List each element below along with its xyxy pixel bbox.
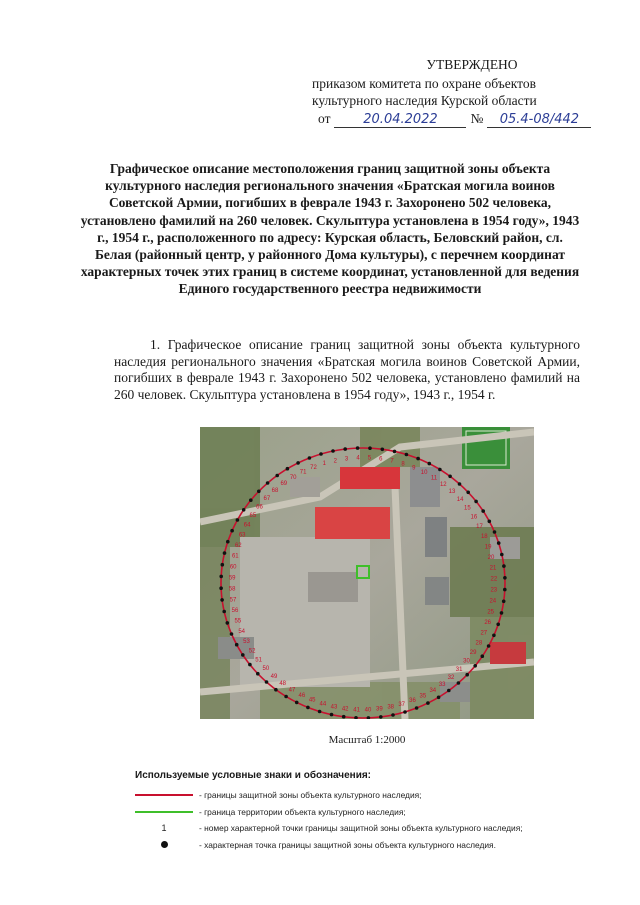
boundary-point-number: 1 (322, 461, 326, 468)
boundary-point-number: 33 (438, 681, 446, 688)
map-canvas (200, 427, 534, 719)
boundary-point (502, 600, 506, 604)
paragraph-text: 1. Графическое описание границ защитной зоны объекта культурного наследия регионального значения «Братская могила воинов Советской Армии, погибших в феврале 1943 г. Захоронено 502 человека, установлено фамилий на 260 человек. Скульптура установлена в 1954 году», 1943 г., 1954 г. (114, 337, 580, 402)
boundary-point (502, 564, 506, 568)
boundary-point-number: 20 (487, 554, 495, 561)
boundary-point-number: 45 (308, 697, 316, 704)
boundary-point-number: 23 (490, 587, 498, 594)
boundary-point (415, 706, 419, 710)
boundary-point (284, 695, 288, 699)
legend-label: - границы защитной зоны объекта культурного наследия; (199, 790, 422, 801)
boundary-point-number: 39 (376, 706, 383, 713)
approval-date-line (318, 110, 612, 128)
boundary-point (296, 461, 300, 465)
boundary-point-number: 29 (469, 649, 477, 656)
point-number-symbol: 1 (161, 823, 167, 834)
boundary-point-number: 53 (243, 639, 250, 646)
boundary-point (265, 680, 269, 684)
boundary-point (219, 575, 223, 579)
boundary-point (438, 468, 442, 472)
boundary-point (487, 644, 491, 648)
boundary-point-number: 50 (262, 666, 270, 673)
boundary-point-number: 62 (234, 543, 242, 549)
boundary-point (286, 467, 290, 471)
point-dot-icon (161, 841, 168, 848)
boundary-point-number: 10 (420, 470, 428, 477)
legend-row-green-line (135, 804, 595, 821)
legend-row-dot (135, 837, 595, 854)
boundary-point (356, 446, 360, 450)
boundary-point-number: 60 (229, 564, 237, 571)
document-title: Графическое описание местоположения границ защитной зоны объекта культурного наследия регионального значения «Братская могила воинов Советской Армии, погибших в феврале 1943 г. Захоронено 502 человека, установлено фамилий на 260 человек. Скульптура установлена в 1954 году», 1943 г., 1954 г., расположенного по адресу: Курская область, Беловский район, сл. Белая (районный центр, у районного Дома культуры), с перечнем координат характерных точек этих границ в системе координат, установленной для ведения Единого государственного реестра недвижимости (80, 161, 580, 297)
boundary-point-number: 48 (279, 681, 287, 687)
boundary-point-number: 2 (333, 458, 337, 465)
boundary-point-number: 63 (238, 532, 246, 539)
handwritten-number: 05.4-08/442 (487, 112, 591, 128)
boundary-point-number: 25 (487, 609, 495, 616)
boundary-point (503, 576, 507, 580)
boundary-point-number: 55 (234, 618, 242, 625)
boundary-point (222, 610, 226, 614)
central-square (240, 537, 370, 687)
boundary-point-number: 46 (298, 692, 306, 699)
boundary-point (256, 672, 260, 676)
boundary-point (379, 715, 383, 719)
boundary-point (319, 452, 323, 456)
boundary-point (236, 518, 240, 522)
boundary-point (493, 530, 497, 534)
map-scale: Масштаб 1:2000 (328, 734, 406, 746)
boundary-point-number: 12 (439, 482, 447, 488)
boundary-point (230, 529, 234, 533)
boundary-point (488, 520, 492, 524)
boundary-point (500, 611, 504, 615)
boundary-point (275, 474, 279, 478)
boundary-point-number: 28 (475, 640, 483, 647)
boundary-point (458, 482, 462, 486)
boundary-point-number: 21 (489, 565, 497, 572)
boundary-point (428, 462, 432, 466)
red-roof-building-3 (490, 642, 526, 664)
boundary-point-number: 58 (228, 586, 236, 593)
boundary-point (437, 696, 441, 700)
boundary-point (330, 713, 334, 717)
boundary-point (500, 553, 504, 557)
boundary-point-number: 7 (390, 458, 394, 465)
boundary-point (496, 623, 500, 627)
boundary-point-number: 14 (456, 496, 464, 503)
boundary-point (497, 541, 501, 545)
boundary-point-number: 43 (330, 704, 338, 711)
description-paragraph (114, 337, 580, 403)
boundary-point (393, 450, 397, 454)
boundary-point (266, 481, 270, 485)
green-line-icon (135, 811, 193, 813)
boundary-point (219, 586, 223, 590)
boundary-point (381, 448, 385, 452)
boundary-point-number: 4 (356, 455, 360, 462)
boundary-point-number: 42 (341, 706, 349, 713)
boundary-point-number: 57 (229, 597, 237, 604)
boundary-point-number: 69 (280, 481, 288, 488)
boundary-point (457, 681, 461, 685)
boundary-point (274, 688, 278, 692)
boundary-point (318, 710, 322, 714)
boundary-point (403, 710, 407, 714)
boundary-point (426, 701, 430, 705)
boundary-point-number: 65 (249, 513, 257, 520)
number-prefix: № (470, 111, 484, 126)
approval-line-1: приказом комитета по охране объектов (312, 76, 536, 91)
boundary-point-number: 27 (480, 630, 488, 637)
boundary-point-number: 22 (490, 576, 498, 583)
boundary-point (242, 508, 246, 512)
boundary-point-number: 36 (409, 698, 416, 705)
boundary-point (342, 715, 346, 719)
boundary-point-number: 51 (255, 657, 262, 664)
boundary-point (492, 634, 496, 638)
legend (135, 770, 595, 853)
boundary-point (448, 475, 452, 479)
grey-building-2 (425, 517, 447, 557)
boundary-point (503, 588, 507, 592)
boundary-point-number: 56 (231, 608, 239, 615)
boundary-point-number: 61 (231, 553, 239, 560)
legend-label: - характерная точка границы защитной зоны объекта культурного наследия. (199, 839, 496, 850)
boundary-point-number: 67 (263, 495, 271, 502)
satellite-map (200, 427, 534, 719)
boundary-point (481, 509, 485, 513)
boundary-point-number: 17 (476, 523, 483, 530)
boundary-point-number: 34 (429, 688, 437, 695)
boundary-point-number: 54 (238, 629, 246, 636)
boundary-point-number: 71 (299, 469, 307, 476)
boundary-point (235, 643, 239, 647)
boundary-point (466, 491, 470, 495)
boundary-point (223, 551, 227, 555)
legend-heading: Используемые условные знаки и обозначения: (135, 770, 372, 781)
boundary-point (221, 563, 225, 567)
legend-label: - граница территории объекта культурного наследия; (199, 806, 406, 817)
red-line-icon (135, 794, 193, 796)
boundary-point (343, 447, 347, 451)
boundary-point-number: 9 (412, 465, 416, 472)
approval-block (312, 56, 612, 128)
boundary-point-number: 26 (484, 620, 492, 626)
boundary-point-number: 49 (270, 673, 278, 680)
boundary-point (331, 449, 335, 453)
red-roof-building-1 (340, 467, 400, 489)
legend-row-number (135, 820, 595, 837)
boundary-point (481, 654, 485, 658)
boundary-point (416, 457, 420, 461)
boundary-point (465, 673, 469, 677)
approval-heading: УТВЕРЖДЕНО (426, 57, 518, 72)
legend-row-red-line (135, 787, 595, 804)
boundary-point-number: 35 (419, 693, 427, 700)
boundary-point-number: 44 (319, 701, 327, 708)
boundary-point-number: 52 (248, 648, 256, 655)
boundary-point-number: 13 (448, 489, 456, 496)
boundary-point-number: 5 (367, 455, 372, 462)
boundary-point-number: 16 (470, 514, 478, 521)
boundary-point (220, 598, 224, 602)
legend-label: - номер характерной точки границы защитной зоны объекта культурного наследия; (199, 823, 523, 834)
grey-building-3 (425, 577, 449, 605)
boundary-point-number: 68 (271, 488, 279, 495)
boundary-point (257, 490, 261, 494)
boundary-point (230, 632, 234, 636)
grey-building-4 (308, 572, 358, 602)
boundary-point (474, 500, 478, 504)
boundary-point-number: 24 (489, 598, 497, 605)
boundary-point-number: 47 (288, 687, 296, 694)
boundary-point (226, 621, 230, 625)
boundary-point-number: 41 (353, 707, 360, 714)
boundary-point (447, 689, 451, 693)
boundary-point-number: 11 (430, 475, 438, 482)
boundary-point-number: 6 (379, 456, 383, 463)
boundary-point-number: 38 (387, 704, 395, 711)
boundary-point-number: 64 (243, 522, 251, 529)
boundary-point (241, 653, 245, 657)
boundary-point-number: 59 (228, 575, 236, 582)
boundary-point (405, 453, 409, 457)
boundary-point (368, 446, 372, 450)
boundary-point-number: 31 (455, 667, 463, 674)
red-roof-building-2 (315, 507, 390, 539)
boundary-point-number: 19 (484, 544, 492, 551)
boundary-point (306, 706, 310, 710)
boundary-point-number: 72 (310, 464, 317, 471)
boundary-point-number: 37 (398, 701, 406, 708)
handwritten-date: 20.04.2022 (334, 112, 466, 128)
date-prefix: от (318, 111, 331, 126)
boundary-point (226, 540, 230, 544)
boundary-point (295, 701, 299, 705)
boundary-point (249, 498, 253, 502)
boundary-point (391, 713, 395, 717)
boundary-point-number: 18 (480, 533, 488, 540)
boundary-point (473, 664, 477, 668)
boundary-point-number: 70 (289, 474, 297, 481)
boundary-point-number: 32 (447, 674, 455, 681)
boundary-point-number: 66 (256, 504, 263, 511)
boundary-point-number: 3 (344, 456, 349, 463)
boundary-point-number: 8 (401, 461, 405, 468)
boundary-point-number: 15 (464, 505, 471, 512)
boundary-point (308, 456, 312, 460)
boundary-point-number: 40 (364, 707, 372, 714)
approval-line-2: культурного наследия Курской области (312, 93, 537, 108)
boundary-point (248, 663, 252, 667)
boundary-point-number: 30 (463, 658, 470, 665)
